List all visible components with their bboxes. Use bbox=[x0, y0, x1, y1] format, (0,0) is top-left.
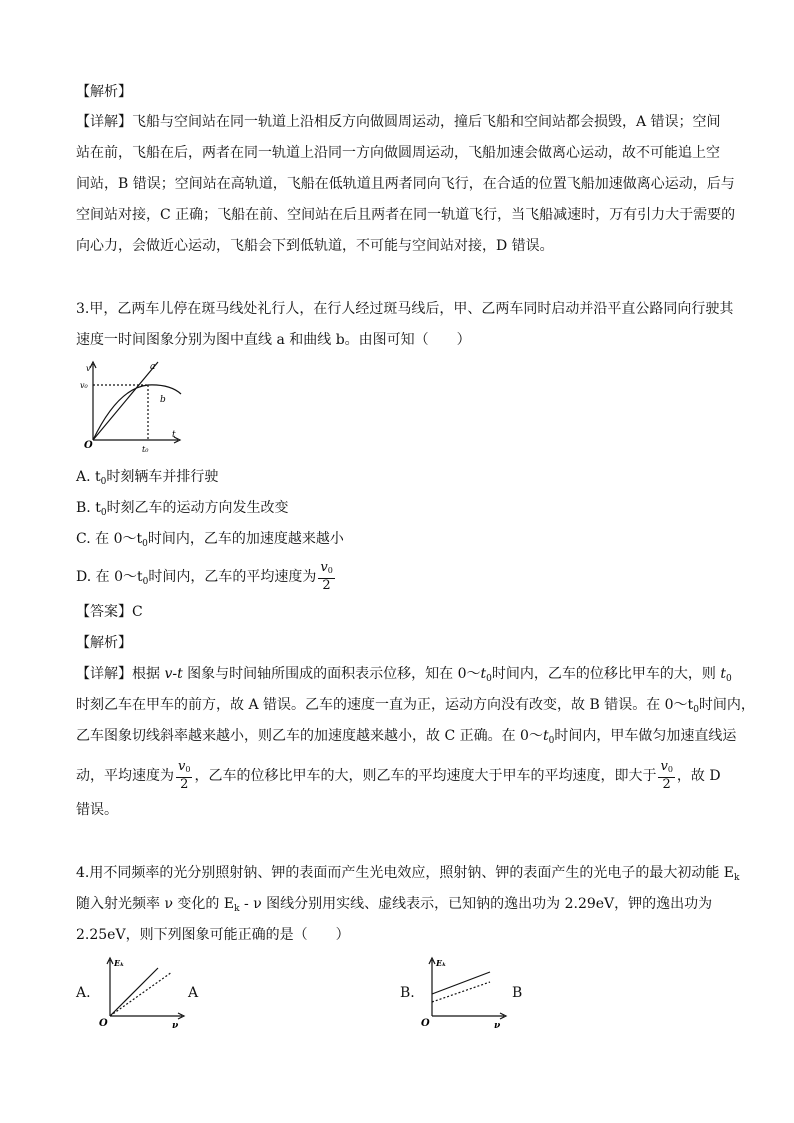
q3-detail-line-1: 【详解】根据 v-t 图象与时间轴所围成的面积表示位移，知在 $0\sim t_0$时间内，乙车的位移比甲车的大，则 $t_0$ bbox=[76, 666, 732, 684]
q2-analysis-heading: 【解析】 bbox=[76, 84, 132, 100]
q4-graph-a bbox=[96, 954, 186, 1030]
svg-text:O: O bbox=[99, 1018, 108, 1029]
q3-option-c: C. 在 $0\sim t_0$时间内，乙车的加速度越来越小 bbox=[76, 531, 344, 549]
q3-stem-line-1: 3.甲，乙两车儿停在斑马线处礼行人，在行人经过斑马线后，甲、乙两车同时启动并沿平直公路同向行驶其 bbox=[76, 301, 734, 317]
q3-answer bbox=[76, 602, 143, 622]
graph-v0-label: v₀ bbox=[80, 381, 88, 390]
q3-option-a: A. $t_0$时刻辆车并排行驶 bbox=[76, 469, 219, 487]
q4-graph-b bbox=[418, 954, 508, 1030]
q2-detail-tag: 【详解】 bbox=[76, 114, 132, 130]
q4-stem-line-3: 2.25eV，则下列图象可能正确的是（ ） bbox=[76, 927, 350, 943]
q4-option-b-label: B. bbox=[400, 985, 415, 1001]
q2-detail-text-1: 飞船与空间站在同一轨道上沿相反方向做圆周运动，撞后飞船和空间站都会损毁，A 错误；空间 bbox=[132, 114, 721, 130]
answer-tag: 【答案】 bbox=[76, 604, 132, 620]
solid-line-sodium bbox=[432, 972, 490, 994]
svg-text:Eₖ: Eₖ bbox=[436, 958, 447, 968]
q4-option-a-tag: A bbox=[188, 985, 199, 1001]
q2-detail-line-3: 间站，B 错误；空间站在高轨道，飞船在低轨道且两者同向飞行，在合适的位置飞船加速做离心运动，后与 bbox=[76, 176, 735, 192]
answer-value: C bbox=[132, 604, 143, 620]
svg-text:O: O bbox=[421, 1018, 430, 1029]
q3-detail-line-4: 动，平均速度为 $\frac{v_0}{2}$ ，乙车的位移比甲车的大，则乙车的平均速度大于甲车的平均速度，即大于 $\frac{v_0}{2}$ ，故 D bbox=[76, 759, 721, 792]
q4-option-a-label: A. bbox=[76, 985, 91, 1001]
q3-detail-line-3: 乙车图象切线斜率越来越小，则乙车的加速度越来越小，故 C 正确。在 $0\sim t_0$时间内，甲车做匀加速直线运 bbox=[76, 728, 737, 746]
solid-line-sodium bbox=[110, 968, 158, 1016]
q4-option-b-tag: B bbox=[512, 985, 523, 1001]
q3-option-d: D. 在 $0\sim t_0$时间内，乙车的平均速度为 $\frac{v_0}{2}$ bbox=[76, 560, 333, 593]
q2-detail-line-1 bbox=[76, 112, 721, 132]
fraction-v0-over-2: $\frac{v_0}{2}$ bbox=[320, 560, 333, 593]
q3-analysis-heading: 【解析】 bbox=[76, 635, 132, 651]
graph-t0-label: t₀ bbox=[142, 445, 149, 454]
q3-option-b: B. $t_0$时刻乙车的运动方向发生改变 bbox=[76, 500, 289, 518]
q4-stem-line-2: 随入射光频率 ν 变化的 $E_k$ - ν 图线分别用实线、虚线表示，已知钠的逸出功为 2.29eV，钾的逸出功为 bbox=[76, 896, 713, 914]
svg-text:ν: ν bbox=[172, 1021, 179, 1030]
q2-detail-line-4: 空间站对接，C 正确；飞船在前、空间站在后且两者在同一轨道飞行，当飞船减速时，万有引力大于需要的 bbox=[76, 207, 736, 223]
graph-label-a: a bbox=[150, 362, 156, 372]
q2-detail-line-2: 站在前，飞船在后，两者在同一轨道上沿同一方向做圆周运动，飞船加速会做离心运动，故不可能追上空 bbox=[76, 145, 720, 161]
graph-ylabel: v bbox=[86, 364, 91, 373]
curve-b bbox=[93, 385, 181, 440]
q4-stem-line-1: 4.用不同频率的光分别照射钠、钾的表面而产生光电效应，照射钠、钾的表面产生的光电子的最大初动能 $E_k$ bbox=[76, 865, 740, 883]
q3-detail-line-5: 错误。 bbox=[76, 802, 118, 818]
q3-stem-line-2: 速度一时间图象分别为图中直线 a 和曲线 b。由图可知（ ） bbox=[76, 332, 471, 348]
svg-text:ν: ν bbox=[494, 1021, 501, 1030]
dashed-line-potassium bbox=[432, 982, 490, 1002]
graph-label-b: b bbox=[160, 395, 166, 405]
q3-vt-graph bbox=[78, 358, 188, 458]
graph-origin: O bbox=[84, 440, 93, 451]
q3-detail-line-2: 时刻乙车在甲车的前方，故 A 错误。乙车的速度一直为正，运动方向没有改变，故 B 错误。在 $0\sim t_0$时间内， bbox=[76, 697, 755, 715]
q2-detail-line-5: 向心力，会做近心运动，飞船会下到低轨道，不可能与空间站对接，D 错误。 bbox=[76, 238, 554, 254]
svg-text:Eₖ: Eₖ bbox=[114, 958, 125, 968]
graph-xlabel: t bbox=[172, 430, 176, 440]
dashed-line-potassium bbox=[110, 972, 172, 1016]
